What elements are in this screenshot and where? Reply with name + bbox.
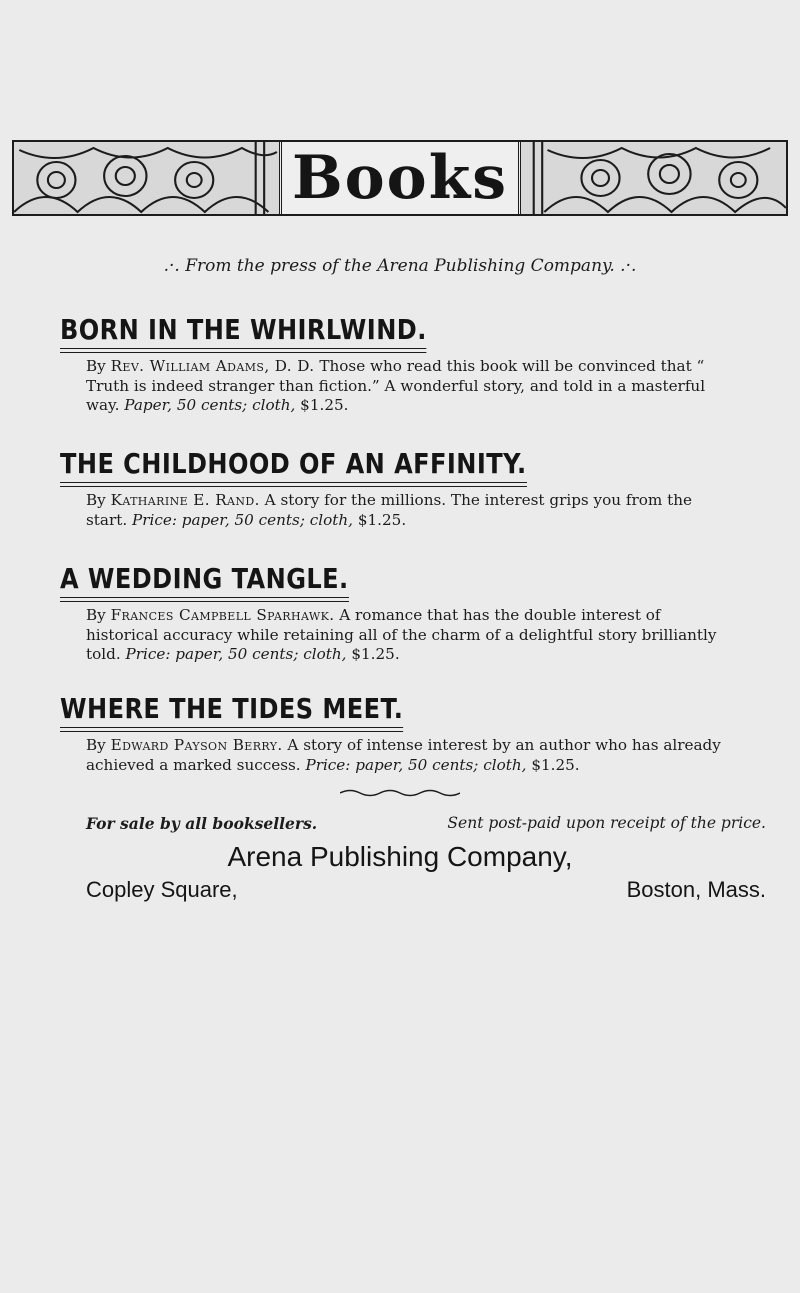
- author-prefix: By: [86, 491, 111, 509]
- books-banner: [12, 140, 788, 216]
- author-prefix: By: [86, 606, 111, 624]
- divider-flourish-icon: [340, 783, 460, 802]
- book-author: Katharine E. Rand.: [110, 491, 260, 509]
- paper-label: paper,: [355, 755, 404, 774]
- publisher-address: [86, 877, 766, 903]
- cloth-label: cloth,: [309, 510, 354, 529]
- address-left: Copley Square,: [86, 877, 238, 902]
- sale-note: For sale by all booksellers.: [86, 814, 318, 833]
- book-description: A story for the millions. The interest grips you from the start.: [86, 491, 693, 529]
- book-entry: [86, 357, 736, 416]
- price-lead: Price:: [305, 755, 356, 774]
- paper-price: 50 cents;: [229, 510, 305, 529]
- banner-title: Books: [291, 143, 509, 213]
- book-author: Edward Payson Berry.: [110, 736, 283, 754]
- cloth-label: cloth,: [303, 645, 347, 663]
- cloth-price: $1.25.: [526, 755, 580, 774]
- left-ornament-icon: [14, 142, 279, 214]
- price-lead: Price:: [131, 510, 182, 529]
- paper-price: 50 cents;: [403, 755, 479, 774]
- book-title: THE CHILDHOOD OF AN AFFINITY.: [60, 447, 527, 487]
- book-author: Frances Campbell Sparhawk.: [110, 606, 335, 624]
- cloth-label: cloth,: [252, 396, 296, 414]
- address-right: Boston, Mass.: [626, 877, 766, 902]
- publisher-name: Arena Publishing Company,: [227, 841, 573, 872]
- banner-title-panel: [279, 142, 521, 214]
- book-entry: [86, 606, 736, 665]
- paper-label: paper,: [181, 510, 230, 529]
- cloth-price: $1.25.: [295, 396, 349, 414]
- sale-line: [86, 814, 766, 833]
- book-title: BORN IN THE WHIRLWIND.: [60, 313, 427, 353]
- paper-price: 50 cents;: [223, 645, 299, 663]
- book-title: WHERE THE TIDES MEET.: [60, 692, 403, 732]
- author-prefix: By: [86, 357, 111, 375]
- book-entry: [86, 491, 736, 530]
- book-description: Those who read this book will be convinced that “ Truth is indeed stranger than fiction.” A wonderful story, and told in a masterful way.: [86, 357, 706, 414]
- postpaid-note: Sent post-paid upon receipt of the price.: [447, 814, 766, 832]
- paper-label: Paper,: [124, 396, 172, 414]
- paper-label: paper,: [175, 645, 224, 663]
- book-description: A story of intense interest by an author who has already achieved a marked success.: [86, 736, 721, 774]
- price-lead: Price:: [125, 645, 176, 663]
- book-description: A romance that has the double interest of historical accuracy while retaining all of the charm of a delightful story brilliantly told.: [86, 606, 717, 663]
- cloth-price: $1.25.: [353, 510, 407, 529]
- right-ornament-icon: [521, 142, 786, 214]
- book-title: A WEDDING TANGLE.: [60, 562, 349, 602]
- cloth-label: cloth,: [483, 755, 527, 774]
- book-author: Rev. William Adams, D. D.: [110, 357, 315, 375]
- paper-price: 50 cents;: [172, 396, 248, 414]
- book-entry: [86, 736, 736, 775]
- press-line: .·. From the press of the Arena Publishing Company. .·.: [163, 256, 637, 276]
- author-prefix: By: [86, 736, 111, 754]
- cloth-price: $1.25.: [346, 645, 400, 663]
